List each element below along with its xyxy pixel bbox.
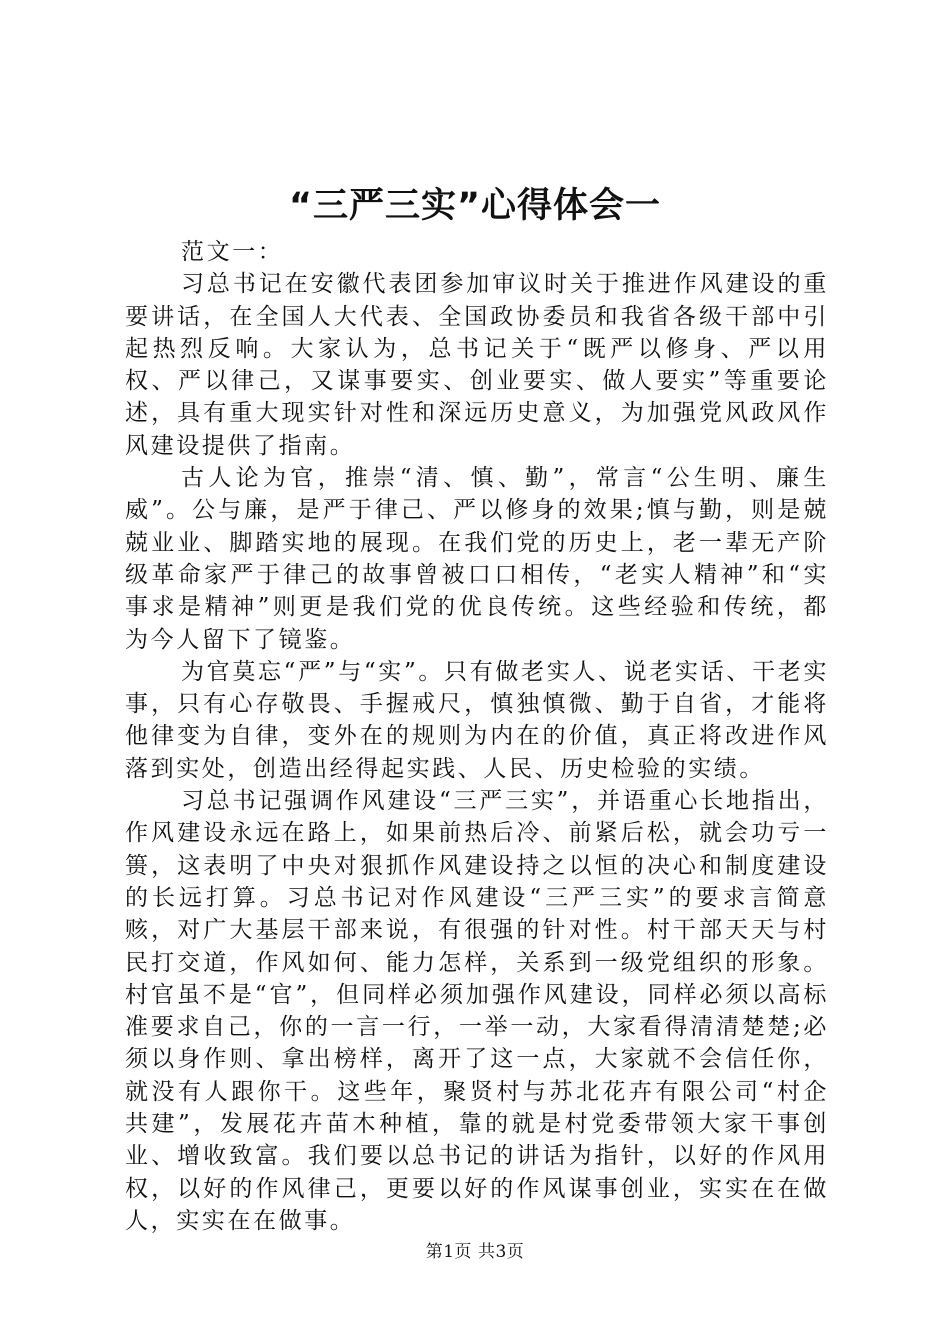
paragraph: 习总书记在安徽代表团参加审议时关于推进作风建设的重要讲话，在全国人大代表、全国政协委员和我省各级干部中引起热烈反响。大家认为，总书记关于“既严以修身、严以用权、严以律己，又谋事要实、创业要实、做人要实”等重要论述，具有重大现实针对性和深远历史意义，为加强党风政风作风建设提供了指南。 bbox=[125, 271, 829, 459]
paragraph-intro-label: 范文一： bbox=[181, 239, 284, 265]
page-number-footer: 第1页 共3页 bbox=[425, 1242, 525, 1262]
document-body bbox=[125, 236, 829, 1237]
paragraph: 为官莫忘“严”与“实”。只有做老实人、说老实话、干老实事，只有心存敬畏、手握戒尺，慎独慎微、勤于自省，才能将他律变为自律，变外在的规则为内在的价值，真正将改进作风落到实处，创造出经得起实践、人民、历史检验的实绩。 bbox=[125, 658, 829, 782]
document-title: “三严三实”心得体会一 bbox=[288, 186, 661, 226]
paragraph: 习总书记强调作风建设“三严三实”，并语重心长地指出，作风建设永远在路上，如果前热后冷、前紧后松，就会功亏一篑，这表明了中央对狠抓作风建设持之以恒的决心和制度建设的长远打算。习总书记对作风建设“三严三实”的要求言简意赅，对广大基层干部来说，有很强的针对性。村干部天天与村民打交道，作风如何、能力怎样，关系到一级党组织的形象。村官虽不是“官”，但同样必须加强作风建设，同样必须以高标准要求自己，你的一言一行，一举一动，大家看得清清楚楚;必须以身作则、拿出榜样，离开了这一点，大家就不会信任你，就没有人跟你干。这些年，聚贤村与苏北花卉有限公司“村企共建”，发展花卉苗木种植，靠的就是村党委带领大家干事创业、增收致富。我们要以总书记的讲话为指针，以好的作风用权，以好的作风律己，更要以好的作风谋事创业，实实在在做人，实实在在做事。 bbox=[125, 788, 829, 1234]
paragraph: 古人论为官，推崇“清、慎、勤”，常言“公生明、廉生威”。公与廉，是严于律己、严以修身的效果;慎与勤，则是兢兢业业、脚踏实地的展现。在我们党的历史上，老一辈无产阶级革命家严于律己的故事曾被口口相传，“老实人精神”和“实事求是精神”则更是我们党的优良传统。这些经验和传统，都为今人留下了镜鉴。 bbox=[125, 465, 829, 653]
